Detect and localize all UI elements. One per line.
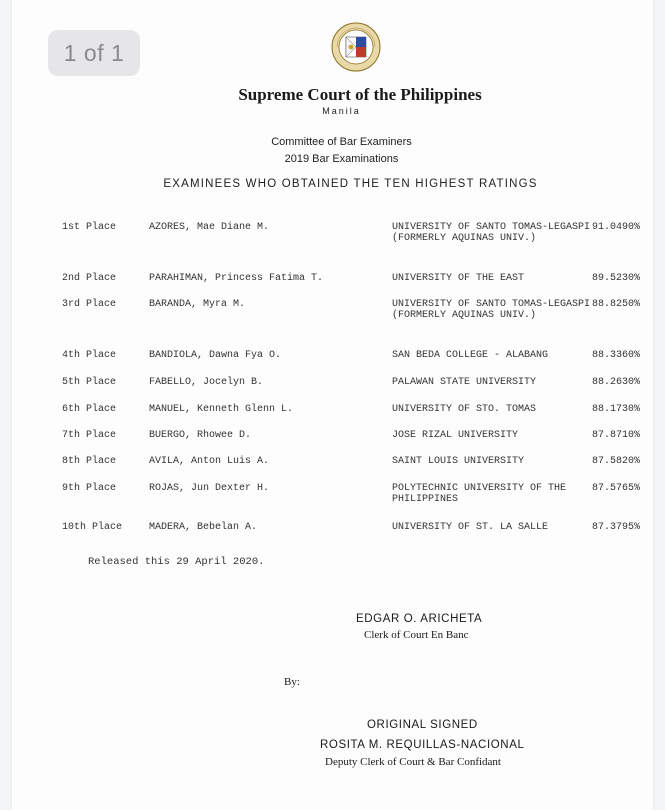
result-score: 87.5765% (592, 483, 641, 494)
result-school: UNIVERSITY OF ST. LA SALLE (392, 522, 549, 533)
supreme-court-seal (331, 20, 381, 80)
result-name: PARAHIMAN, Princess Fatima T. (149, 273, 324, 284)
committee-name: Committee of Bar Examiners (271, 136, 412, 148)
result-score: 88.2630% (592, 377, 641, 388)
result-name: AVILA, Anton Luis A. (149, 456, 270, 467)
result-name: FABELLO, Jocelyn B. (149, 377, 264, 388)
result-name: BARANDA, Myra M. (149, 299, 246, 310)
result-school: PALAWAN STATE UNIVERSITY (392, 377, 537, 388)
result-place: 10th Place (62, 522, 123, 533)
clerk-title: Clerk of Court En Banc (364, 629, 469, 641)
result-name: AZORES, Mae Diane M. (149, 222, 270, 233)
results-heading: EXAMINEES WHO OBTAINED THE TEN HIGHEST RATINGS (163, 178, 538, 190)
result-name: ROJAS, Jun Dexter H. (149, 483, 270, 494)
result-place: 1st Place (62, 222, 117, 233)
result-place: 6th Place (62, 404, 117, 415)
result-school: SAN BEDA COLLEGE - ALABANG (392, 350, 549, 361)
result-score: 91.0490% (592, 222, 641, 233)
result-school: POLYTECHNIC UNIVERSITY OF THE PHILIPPINES (392, 483, 567, 505)
court-name: Supreme Court of the Philippines (238, 85, 482, 104)
release-date: Released this 29 April 2020. (88, 556, 265, 568)
result-name: MANUEL, Kenneth Glenn L. (149, 404, 294, 415)
deputy-name: ROSITA M. REQUILLAS-NACIONAL (320, 739, 525, 751)
result-score: 88.8250% (592, 299, 641, 310)
court-city: Manila (322, 106, 361, 116)
signed-note: ORIGINAL SIGNED (367, 719, 478, 731)
result-school: UNIVERSITY OF SANTO TOMAS-LEGASPI (FORMERLY AQUINAS UNIV.) (392, 222, 591, 244)
document-page (12, 0, 653, 810)
result-score: 87.3795% (592, 522, 641, 533)
result-score: 89.5230% (592, 273, 641, 284)
result-place: 7th Place (62, 430, 117, 441)
result-name: MADERA, Bebelan A. (149, 522, 258, 533)
result-place: 2nd Place (62, 273, 117, 284)
result-school: UNIVERSITY OF THE EAST (392, 273, 525, 284)
result-name: BUERGO, Rhowee D. (149, 430, 252, 441)
result-school: UNIVERSITY OF SANTO TOMAS-LEGASPI (FORMERLY AQUINAS UNIV.) (392, 299, 591, 321)
clerk-name: EDGAR O. ARICHETA (356, 613, 483, 625)
result-score: 88.1730% (592, 404, 641, 415)
result-school: SAINT LOUIS UNIVERSITY (392, 456, 525, 467)
result-place: 4th Place (62, 350, 117, 361)
deputy-title: Deputy Clerk of Court & Bar Confidant (325, 756, 501, 768)
result-score: 88.3360% (592, 350, 641, 361)
result-school: UNIVERSITY OF STO. TOMAS (392, 404, 537, 415)
by-label: By: (284, 676, 300, 688)
result-place: 8th Place (62, 456, 117, 467)
exam-title: 2019 Bar Examinations (284, 153, 399, 165)
result-score: 87.8710% (592, 430, 641, 441)
result-name: BANDIOLA, Dawna Fya O. (149, 350, 282, 361)
result-place: 5th Place (62, 377, 117, 388)
result-score: 87.5820% (592, 456, 641, 467)
page-indicator[interactable]: 1 of 1 (48, 30, 140, 76)
result-school: JOSE RIZAL UNIVERSITY (392, 430, 519, 441)
result-place: 9th Place (62, 483, 117, 494)
result-place: 3rd Place (62, 299, 117, 310)
